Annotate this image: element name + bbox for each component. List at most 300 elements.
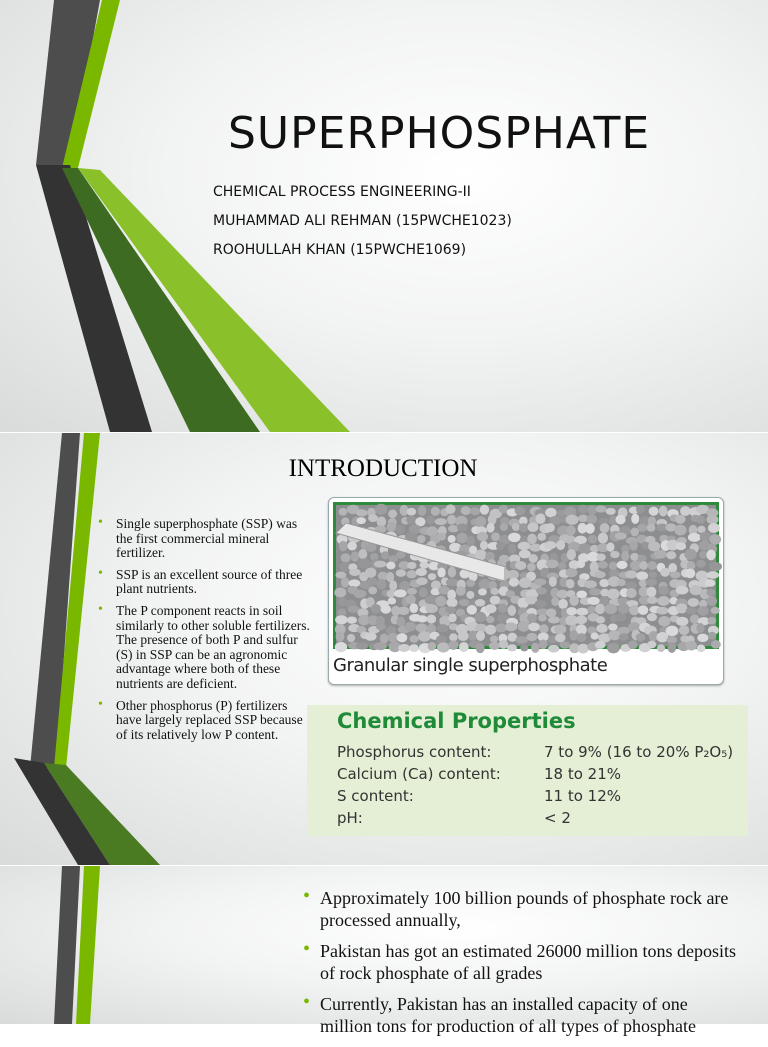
granule xyxy=(587,606,596,614)
granule xyxy=(615,614,627,622)
list-item xyxy=(303,991,743,1037)
granule xyxy=(417,615,428,622)
granule xyxy=(474,612,486,623)
granule xyxy=(595,604,605,615)
granule xyxy=(537,533,546,541)
bullet-dot-icon: • xyxy=(98,696,103,712)
granule xyxy=(610,551,620,558)
granule xyxy=(549,577,557,587)
granule xyxy=(591,632,599,639)
granule xyxy=(599,579,609,587)
granule xyxy=(518,621,530,632)
bullet-text: Pakistan has got an estimated 26000 million tons deposits of rock phosphate of all grades xyxy=(320,941,736,983)
granule xyxy=(566,525,575,535)
granule xyxy=(478,588,487,595)
granule xyxy=(659,506,668,517)
granule xyxy=(377,516,387,527)
granule xyxy=(500,523,508,531)
granule xyxy=(487,523,495,533)
bullet-list xyxy=(98,517,310,749)
granule xyxy=(600,523,610,533)
granule xyxy=(709,534,721,545)
granule xyxy=(625,581,637,589)
granule xyxy=(405,622,416,632)
granule xyxy=(606,542,614,551)
granule xyxy=(490,596,501,605)
granule xyxy=(490,588,499,595)
granule xyxy=(545,523,555,532)
granule xyxy=(409,644,419,652)
granule xyxy=(660,568,670,577)
property-label: Calcium (Ca) content: xyxy=(337,765,501,783)
chemical-properties-panel xyxy=(307,705,748,836)
granule xyxy=(708,523,720,533)
granule xyxy=(657,596,670,606)
granule xyxy=(676,617,688,626)
granule xyxy=(604,604,617,615)
granule xyxy=(528,622,540,631)
granule xyxy=(356,642,368,649)
subtitle-author-1: MUHAMMAD ALI REHMAN (15PWCHE1023) xyxy=(213,213,512,229)
granule xyxy=(555,633,566,642)
granule xyxy=(347,616,357,623)
granule xyxy=(447,515,456,525)
granule xyxy=(435,518,447,525)
granule xyxy=(509,578,519,587)
granule xyxy=(341,553,351,562)
granule xyxy=(389,580,397,591)
granule xyxy=(358,558,371,568)
granule xyxy=(548,645,559,653)
property-value: 7 to 9% (16 to 20% P₂O₅) xyxy=(544,743,734,761)
slide-heading xyxy=(0,455,768,483)
granule xyxy=(566,607,577,615)
granule xyxy=(365,632,377,641)
granule xyxy=(584,580,597,588)
granule xyxy=(348,579,360,587)
granule xyxy=(339,541,348,551)
granule xyxy=(418,631,431,642)
bullet-text: Approximately 100 billion pounds of phosphate rock are processed annually, xyxy=(320,888,729,930)
granule xyxy=(649,571,657,578)
granule xyxy=(456,533,467,543)
granule xyxy=(420,562,429,569)
slide-introduction[interactable] xyxy=(0,433,768,865)
granule xyxy=(347,634,355,642)
granule xyxy=(435,596,446,607)
granule xyxy=(569,595,579,606)
granule xyxy=(647,524,656,532)
bullet-dot-icon: • xyxy=(98,601,103,617)
fertilizer-photo xyxy=(328,497,724,685)
granule xyxy=(406,516,417,524)
granule xyxy=(539,624,548,633)
granule xyxy=(515,561,526,570)
granule xyxy=(535,600,547,608)
granule xyxy=(711,607,720,614)
granule xyxy=(507,644,517,651)
granule xyxy=(598,533,608,544)
granule xyxy=(457,523,468,531)
granule xyxy=(518,542,531,550)
granule xyxy=(646,579,658,586)
granule xyxy=(336,631,345,642)
granule xyxy=(437,642,450,652)
granule xyxy=(606,508,616,515)
granule xyxy=(588,535,597,544)
granule xyxy=(680,506,690,516)
granule xyxy=(709,562,722,571)
granule xyxy=(558,599,568,609)
granule xyxy=(419,587,428,597)
granule xyxy=(428,642,436,651)
granule xyxy=(445,606,456,613)
granule xyxy=(459,599,470,606)
granule xyxy=(548,616,560,623)
granule xyxy=(639,561,648,570)
granule xyxy=(374,561,387,568)
granule xyxy=(386,562,395,570)
granule xyxy=(647,641,656,649)
granule xyxy=(397,633,408,642)
granule xyxy=(575,616,587,625)
granule xyxy=(631,514,639,524)
granule xyxy=(658,616,670,627)
granule xyxy=(381,551,389,559)
granule xyxy=(467,536,475,546)
granule xyxy=(688,598,699,607)
granule xyxy=(608,630,621,640)
granule xyxy=(609,569,619,577)
granule xyxy=(407,508,417,516)
granule xyxy=(448,640,458,650)
granule xyxy=(512,523,520,531)
granule xyxy=(619,633,629,641)
granule xyxy=(489,642,500,650)
granule xyxy=(567,549,576,560)
granule xyxy=(485,625,496,635)
granule xyxy=(688,533,701,542)
granule xyxy=(486,616,495,623)
granules-picture xyxy=(336,505,716,646)
granule xyxy=(476,643,485,653)
granule xyxy=(367,578,377,586)
granule xyxy=(648,561,657,570)
granule xyxy=(527,613,537,623)
slide-phosphate-rock[interactable] xyxy=(0,866,768,1036)
granule xyxy=(656,607,668,615)
granule xyxy=(418,505,426,516)
granule xyxy=(448,535,456,543)
granule xyxy=(446,504,456,514)
granule xyxy=(405,595,415,604)
granule xyxy=(375,504,388,515)
granule xyxy=(456,586,466,595)
granule xyxy=(365,567,376,577)
granule xyxy=(394,589,407,597)
granule xyxy=(587,505,596,515)
granule xyxy=(416,568,427,576)
granule xyxy=(520,644,528,651)
property-value: 18 to 21% xyxy=(544,765,622,783)
granule xyxy=(705,579,716,587)
granule xyxy=(406,570,417,578)
bullet-text: Currently, Pakistan has an installed capacity of one million tons for production of all types of phosphate xyxy=(320,994,696,1036)
granule xyxy=(409,635,418,642)
granule xyxy=(578,644,589,654)
granule xyxy=(706,589,715,596)
granule xyxy=(647,613,657,621)
granule xyxy=(368,587,377,595)
granule xyxy=(629,540,637,550)
granule xyxy=(380,605,391,614)
granule xyxy=(528,522,539,532)
granule xyxy=(505,622,517,631)
granule xyxy=(485,604,497,613)
granule xyxy=(398,644,410,652)
granule xyxy=(659,586,669,595)
granule xyxy=(529,554,538,563)
granule xyxy=(374,642,387,650)
granule xyxy=(595,641,606,649)
list-item xyxy=(303,938,743,984)
property-label: S content: xyxy=(337,787,414,805)
granule xyxy=(638,605,648,615)
granule xyxy=(351,551,360,562)
granule xyxy=(636,505,645,513)
granule xyxy=(697,515,706,523)
granule xyxy=(410,603,419,613)
granule xyxy=(608,624,618,631)
granule xyxy=(459,642,469,652)
granule xyxy=(617,579,626,586)
granule xyxy=(621,551,629,561)
granule xyxy=(596,624,607,633)
granule xyxy=(576,590,587,598)
granule xyxy=(515,506,526,515)
granule xyxy=(558,562,566,570)
subtitle-author-2: ROOHULLAH KHAN (15PWCHE1069) xyxy=(213,242,467,258)
granule xyxy=(615,533,627,540)
granule xyxy=(706,571,719,578)
granule xyxy=(676,542,687,550)
granule xyxy=(496,542,505,551)
granule xyxy=(595,571,606,578)
granule xyxy=(686,607,697,614)
granule xyxy=(531,643,540,653)
granule xyxy=(480,541,488,550)
granule xyxy=(437,567,445,577)
property-value: < 2 xyxy=(544,809,571,827)
list-item xyxy=(98,517,310,561)
granule xyxy=(508,533,521,543)
granule xyxy=(458,631,469,641)
granule xyxy=(639,579,647,587)
granule xyxy=(577,633,586,642)
granule xyxy=(637,524,647,532)
granule xyxy=(551,597,559,606)
granule xyxy=(566,515,579,525)
granule xyxy=(368,514,378,522)
granule xyxy=(600,596,610,605)
granule xyxy=(544,541,557,549)
granule xyxy=(654,550,667,559)
granule xyxy=(579,543,592,554)
granule xyxy=(508,543,516,554)
granule xyxy=(425,604,438,613)
slide-title[interactable] xyxy=(0,0,768,432)
granule xyxy=(436,635,447,644)
property-label: pH: xyxy=(337,809,363,827)
granule xyxy=(706,515,718,524)
granule xyxy=(416,623,428,632)
granule xyxy=(617,561,628,569)
subtitle-course: CHEMICAL PROCESS ENGINEERING-II xyxy=(213,184,471,200)
granule xyxy=(461,506,471,515)
granule xyxy=(466,580,475,587)
granule xyxy=(684,549,696,560)
bullet-text: Other phosphorus (P) fertilizers have largely replaced SSP because of its relatively low P content. xyxy=(116,697,303,742)
list-item xyxy=(98,601,310,692)
granule xyxy=(334,587,346,597)
granule xyxy=(596,554,605,561)
bullet-dot-icon: • xyxy=(303,885,311,907)
granule xyxy=(676,603,687,613)
granule xyxy=(536,587,547,594)
granule xyxy=(480,505,489,515)
granule xyxy=(676,586,689,595)
granule xyxy=(356,517,366,524)
granule xyxy=(554,624,566,634)
granule xyxy=(589,588,601,595)
bullet-dot-icon: • xyxy=(303,991,311,1013)
granule xyxy=(569,630,578,640)
bullet-dot-icon: • xyxy=(98,515,103,530)
granule xyxy=(376,579,386,590)
granule xyxy=(625,570,637,578)
granule xyxy=(508,605,517,616)
granule xyxy=(609,562,618,571)
granule xyxy=(666,551,676,559)
list-item xyxy=(98,565,310,597)
granule xyxy=(388,509,397,518)
granule xyxy=(674,525,686,536)
granule xyxy=(475,599,485,606)
granule xyxy=(675,515,685,524)
granule xyxy=(670,571,681,578)
granule xyxy=(347,541,357,550)
granule xyxy=(428,573,436,580)
granule xyxy=(647,596,658,604)
bullet-text: SSP is an excellent source of three plant nutrients. xyxy=(116,566,303,597)
granule xyxy=(446,598,457,607)
granule xyxy=(566,579,575,588)
granule xyxy=(339,508,348,516)
bullet-dot-icon: • xyxy=(98,565,103,581)
granule xyxy=(491,532,500,541)
granule xyxy=(696,560,706,568)
granule xyxy=(636,571,648,580)
heading-text: INTRODUCTION xyxy=(288,455,478,482)
granule xyxy=(499,640,508,649)
granule xyxy=(628,640,638,649)
granule xyxy=(396,569,406,577)
granule xyxy=(707,596,717,606)
granule xyxy=(526,633,537,641)
granule xyxy=(426,516,435,525)
granule xyxy=(649,507,659,516)
granule xyxy=(470,507,480,515)
granule xyxy=(607,643,620,653)
granule xyxy=(598,561,608,568)
granule xyxy=(685,569,695,579)
list-item xyxy=(303,885,743,931)
granule xyxy=(448,613,456,622)
granule xyxy=(519,577,532,588)
granule xyxy=(427,615,436,624)
granule xyxy=(556,540,565,550)
granule xyxy=(595,505,606,512)
bullet-text: The P component reacts in soil similarly to other soluble fertilizers. The presence of both P and sulfur (S) in SSP can be an agronomic advantage where both of these nutrients are deficient. xyxy=(116,602,310,691)
granule xyxy=(490,635,498,642)
granule xyxy=(475,516,486,527)
property-label: Phosphorus content: xyxy=(337,743,492,761)
granule xyxy=(467,605,477,615)
granules-image xyxy=(333,502,719,649)
granule xyxy=(607,589,620,600)
granule xyxy=(335,642,347,652)
granule xyxy=(539,640,548,650)
properties-title: Chemical Properties xyxy=(337,709,576,733)
granule xyxy=(527,563,536,571)
granule xyxy=(546,559,559,568)
granule xyxy=(636,633,646,641)
granule xyxy=(697,606,708,616)
granule xyxy=(536,513,546,524)
granule xyxy=(576,608,589,616)
granule xyxy=(371,604,381,614)
granule xyxy=(534,578,546,585)
granule xyxy=(626,588,637,598)
granule xyxy=(647,587,657,598)
image-caption: Granular single superphosphate xyxy=(333,655,608,676)
granule xyxy=(708,632,716,640)
granule xyxy=(398,606,409,615)
granule xyxy=(657,644,665,652)
granule xyxy=(566,568,578,577)
granule xyxy=(498,604,508,613)
granule xyxy=(585,523,595,533)
granule xyxy=(578,505,587,514)
granule xyxy=(376,623,386,630)
granule xyxy=(448,567,456,578)
granule xyxy=(466,591,474,599)
granule xyxy=(425,595,437,604)
granule xyxy=(577,559,586,568)
granule xyxy=(546,608,557,617)
granule xyxy=(407,588,417,595)
granule xyxy=(707,617,716,624)
granule xyxy=(354,589,367,598)
granule xyxy=(679,625,690,635)
granule xyxy=(437,624,449,632)
granule xyxy=(349,569,361,576)
granule xyxy=(527,534,537,544)
decorative-stripes xyxy=(0,866,120,1024)
granule xyxy=(587,597,600,605)
granule xyxy=(437,533,446,541)
granule xyxy=(476,631,485,641)
